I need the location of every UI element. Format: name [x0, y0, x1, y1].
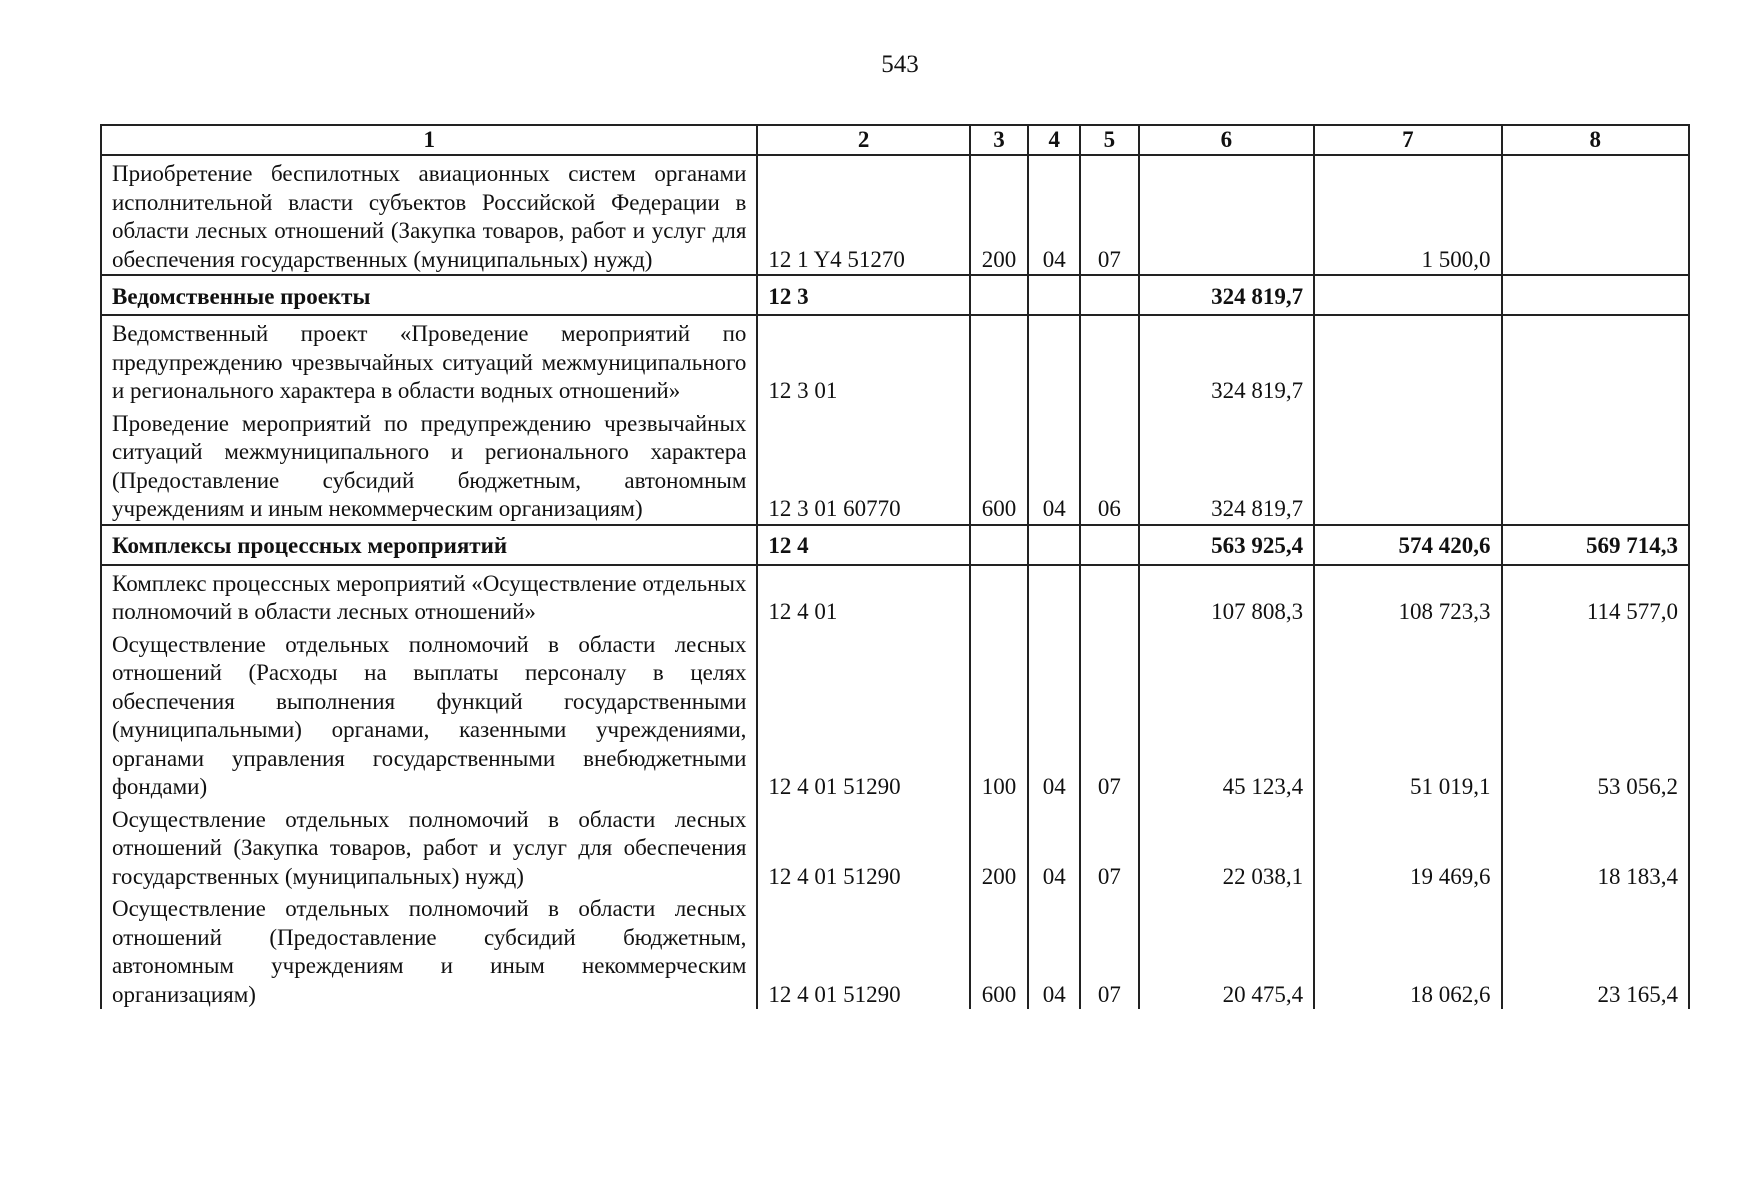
column-header: 4 [1028, 125, 1080, 155]
row-name: Осуществление отдельных полномочий в области лесных отношений (Закупка товаров, работ и услуг для обеспечения государственных (муниципальных) нужд) [101, 802, 757, 892]
row-amount-8: 53 056,2 [1502, 627, 1689, 802]
row-subsection [1080, 565, 1138, 627]
row-section [1028, 525, 1080, 565]
row-amount-6 [1139, 155, 1314, 275]
table-row [101, 891, 1689, 1009]
row-code: 12 4 01 51290 [757, 802, 969, 892]
page-number: 543 [881, 51, 919, 78]
row-amount-7: 19 469,6 [1314, 802, 1501, 892]
table-row [101, 802, 1689, 892]
row-subsection: 07 [1080, 802, 1138, 892]
row-amount-6: 20 475,4 [1139, 891, 1314, 1009]
row-section [1028, 315, 1080, 406]
row-amount-7: 1 500,0 [1314, 155, 1501, 275]
column-header: 5 [1080, 125, 1138, 155]
row-amount-8 [1502, 315, 1689, 406]
row-code: 12 4 01 51290 [757, 627, 969, 802]
row-name: Ведомственные проекты [101, 275, 757, 315]
row-amount-6: 45 123,4 [1139, 627, 1314, 802]
row-name: Комплексы процессных мероприятий [101, 525, 757, 565]
row-amount-8: 18 183,4 [1502, 802, 1689, 892]
row-code: 12 4 [757, 525, 969, 565]
row-subsection: 07 [1080, 891, 1138, 1009]
table-row [101, 406, 1689, 525]
table-row [101, 627, 1689, 802]
table-row [101, 155, 1689, 275]
row-section [1028, 275, 1080, 315]
row-name: Осуществление отдельных полномочий в области лесных отношений (Предоставление субсидий бюджетным, автономным учреждениям и иным некоммерческим организациям) [101, 891, 757, 1009]
row-subsection: 06 [1080, 406, 1138, 525]
row-name: Проведение мероприятий по предупреждению чрезвычайных ситуаций межмуниципального и регионального характера (Предоставление субсидий бюджетным, автономным учреждениям и иным некоммерческим организациям) [101, 406, 757, 525]
row-name: Приобретение беспилотных авиационных систем органами исполнительной власти субъектов Российской Федерации в области лесных отношений (Закупка товаров, работ и услуг для обеспечения государственных (муниципальных) нужд) [101, 155, 757, 275]
row-expense-type: 600 [970, 891, 1028, 1009]
column-header: 2 [757, 125, 969, 155]
row-expense-type: 100 [970, 627, 1028, 802]
row-amount-7: 18 062,6 [1314, 891, 1501, 1009]
row-amount-8: 114 577,0 [1502, 565, 1689, 627]
row-section: 04 [1028, 802, 1080, 892]
table-row [101, 275, 1689, 315]
row-expense-type [970, 275, 1028, 315]
table-row [101, 315, 1689, 406]
row-section: 04 [1028, 891, 1080, 1009]
column-header: 8 [1502, 125, 1689, 155]
table-header-row [101, 125, 1689, 155]
row-amount-8 [1502, 406, 1689, 525]
row-amount-8: 569 714,3 [1502, 525, 1689, 565]
row-amount-7 [1314, 315, 1501, 406]
row-amount-7 [1314, 406, 1501, 525]
row-amount-8: 23 165,4 [1502, 891, 1689, 1009]
row-amount-8 [1502, 275, 1689, 315]
row-subsection [1080, 275, 1138, 315]
row-code: 12 3 01 [757, 315, 969, 406]
row-amount-6: 107 808,3 [1139, 565, 1314, 627]
row-expense-type [970, 315, 1028, 406]
column-header: 1 [101, 125, 757, 155]
budget-table [100, 124, 1690, 1009]
row-code: 12 1 Y4 51270 [757, 155, 969, 275]
row-amount-8 [1502, 155, 1689, 275]
row-subsection: 07 [1080, 155, 1138, 275]
row-section: 04 [1028, 406, 1080, 525]
row-subsection [1080, 315, 1138, 406]
table-row [101, 525, 1689, 565]
row-expense-type: 200 [970, 802, 1028, 892]
row-expense-type [970, 565, 1028, 627]
row-expense-type: 200 [970, 155, 1028, 275]
row-subsection [1080, 525, 1138, 565]
row-amount-7: 108 723,3 [1314, 565, 1501, 627]
table-row [101, 565, 1689, 627]
row-amount-7: 574 420,6 [1314, 525, 1501, 565]
row-section [1028, 565, 1080, 627]
row-name: Ведомственный проект «Проведение мероприятий по предупреждению чрезвычайных ситуаций межмуниципального и регионального характера в области водных отношений» [101, 315, 757, 406]
row-section: 04 [1028, 155, 1080, 275]
row-amount-7: 51 019,1 [1314, 627, 1501, 802]
column-header: 6 [1139, 125, 1314, 155]
row-amount-6: 324 819,7 [1139, 275, 1314, 315]
row-name: Осуществление отдельных полномочий в области лесных отношений (Расходы на выплаты персоналу в целях обеспечения выполнения функций государственными (муниципальными) органами, казенными учреждениями, органами управления государственными внебюджетными фондами) [101, 627, 757, 802]
row-amount-6: 324 819,7 [1139, 315, 1314, 406]
row-code: 12 3 [757, 275, 969, 315]
row-amount-7 [1314, 275, 1501, 315]
column-header: 7 [1314, 125, 1501, 155]
row-code: 12 4 01 51290 [757, 891, 969, 1009]
row-amount-6: 22 038,1 [1139, 802, 1314, 892]
row-expense-type [970, 525, 1028, 565]
row-amount-6: 563 925,4 [1139, 525, 1314, 565]
column-header: 3 [970, 125, 1028, 155]
row-expense-type: 600 [970, 406, 1028, 525]
row-amount-6: 324 819,7 [1139, 406, 1314, 525]
row-code: 12 4 01 [757, 565, 969, 627]
row-name: Комплекс процессных мероприятий «Осуществление отдельных полномочий в области лесных отношений» [101, 565, 757, 627]
row-section: 04 [1028, 627, 1080, 802]
row-code: 12 3 01 60770 [757, 406, 969, 525]
row-subsection: 07 [1080, 627, 1138, 802]
